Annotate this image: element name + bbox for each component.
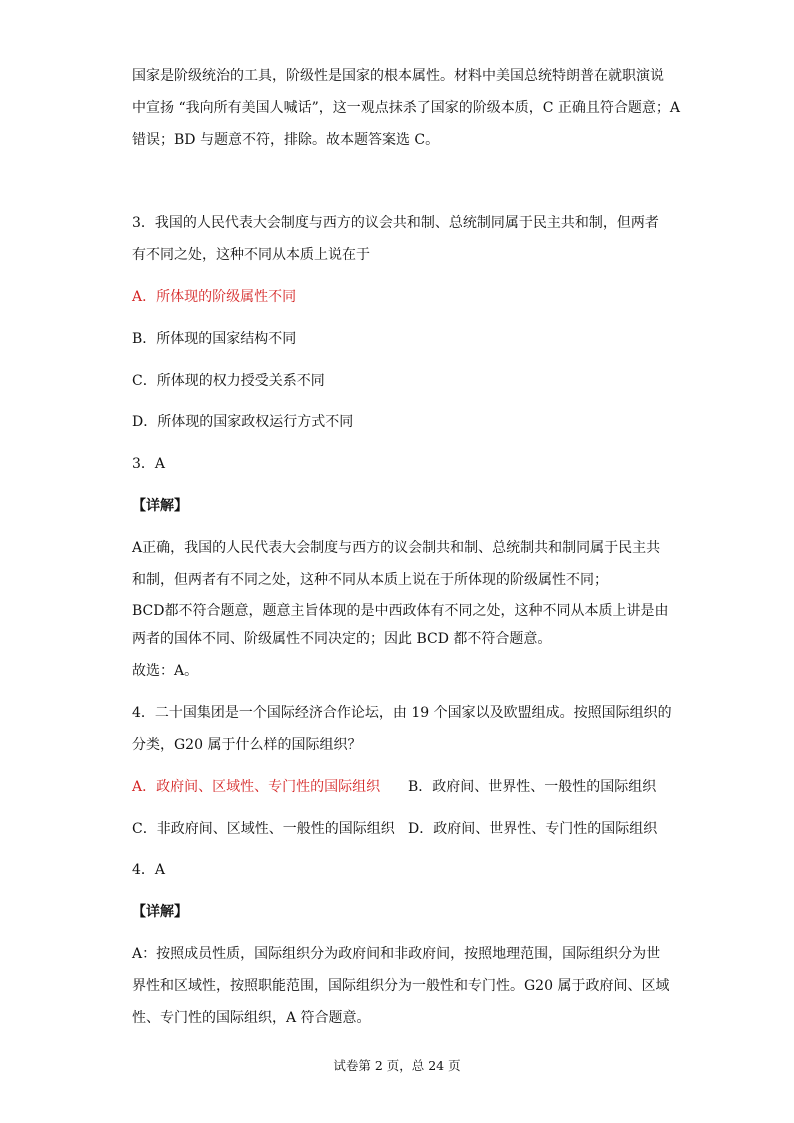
q4-detail-label: 【详解】 — [132, 904, 188, 920]
q3-option-c: C．所体现的权力授受关系不同 — [132, 373, 325, 389]
q3-stem-line-1: 3．我国的人民代表大会制度与西方的议会共和制、总统制同属于民主共和制，但两者 — [132, 215, 659, 231]
q3-explanation-line-3: BCD都不符合题意，题意主旨体现的是中西政体有不同之处，这种不同从本质上讲是由 — [132, 603, 669, 619]
q4-option-d: D．政府间、世界性、专门性的国际组织 — [408, 821, 658, 837]
q4-explanation-line-2: 界性和区域性，按照职能范围，国际组织分为一般性和专门性。G20 属于政府间、区域 — [132, 978, 670, 994]
page-footer: 试卷第 2 页，总 24 页 — [333, 1058, 461, 1073]
intro-line-3: 错误；BD 与题意不符，排除。故本题答案选 C。 — [132, 132, 440, 148]
q4-explanation-line-3: 性、专门性的国际组织，A 符合题意。 — [132, 1010, 371, 1026]
q3-explanation-line-4: 两者的国体不同、阶级属性不同决定的；因此 BCD 都不符合题意。 — [132, 631, 552, 647]
q3-explanation-line-1: A正确，我国的人民代表大会制度与西方的议会制共和制、总统制共和制同属于民主共 — [132, 540, 661, 556]
q3-option-a: A．所体现的阶级属性不同 — [132, 289, 297, 305]
q3-explanation-line-2: 和制，但两者有不同之处，这种不同从本质上说在于所体现的阶级属性不同； — [132, 572, 608, 588]
intro-line-1: 国家是阶级统治的工具，阶级性是国家的根本属性。材料中美国总统特朗普在就职演说 — [132, 68, 664, 84]
q4-stem-line-2: 分类，G20 属于什么样的国际组织？ — [132, 737, 362, 753]
q4-explanation-line-1: A：按照成员性质，国际组织分为政府间和非政府间，按照地理范围，国际组织分为世 — [132, 946, 661, 962]
q4-option-a: A．政府间、区域性、专门性的国际组织 — [132, 779, 381, 795]
q4-stem-line-1: 4．二十国集团是一个国际经济合作论坛，由 19 个国家以及欧盟组成。按照国际组织的 — [132, 705, 672, 721]
q3-conclusion: 故选：A。 — [132, 663, 199, 679]
q3-option-d: D．所体现的国家政权运行方式不同 — [132, 414, 354, 430]
q4-option-b: B．政府间、世界性、一般性的国际组织 — [408, 779, 657, 795]
q3-detail-label: 【详解】 — [132, 498, 188, 514]
q4-answer: 4．A — [132, 862, 166, 878]
intro-line-2: 中宣扬 “我向所有美国人喊话”，这一观点抹杀了国家的阶级本质，C 正确且符合题意；A — [132, 100, 681, 116]
q3-answer: 3．A — [132, 456, 166, 472]
q3-stem-line-2: 有不同之处，这种不同从本质上说在于 — [132, 247, 370, 263]
q3-option-b: B．所体现的国家结构不同 — [132, 331, 297, 347]
q4-option-c: C．非政府间、区域性、一般性的国际组织 — [132, 821, 395, 837]
